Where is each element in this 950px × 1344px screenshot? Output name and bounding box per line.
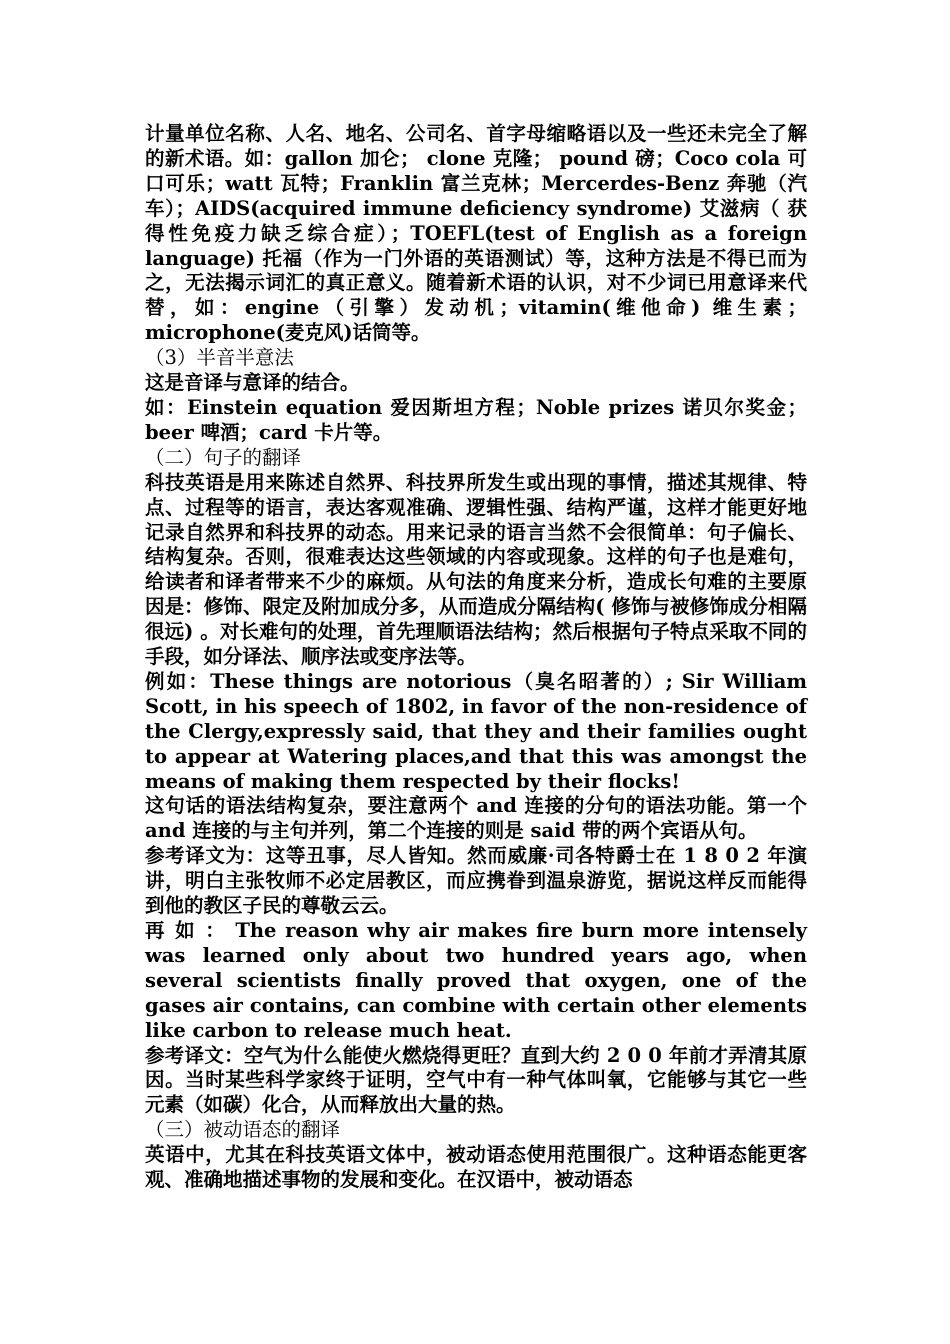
section-heading-half-sound-half-meaning: （3）半音半意法 [145,346,294,370]
document-page [145,122,807,1193]
paragraph-long-sentences: 科技英语是用来陈述自然界、科技界所发生或出现的事情，描述其规律、特点、过程等的语言，表达客观准确、逻辑性强、结构严谨，这样才能更好地记录自然界和科技界的动态。用来记录的语言当然不会很简单：句子偏长、结构复杂。否则，很难表达这些领域的内容或现象。这样的句子也是难句，给读者和译者带来不少的麻烦。从句法的角度来分析，造成长句难的主要原因是：修饰、限定及附加成分多，从而造成分隔结构( 修饰与被修饰成分相隔很远) 。对长难句的处理，首先理顺语法结构；然后根据句子特点采取不同的手段，如分译法、顺序法或变序法等。 [145,470,807,669]
section-heading-sentence-translation: （二）句子的翻译 [145,445,302,469]
paragraph-passive-voice: 英语中，尤其在科技英语文体中，被动语态使用范围很广。这种语态能更客观、准确地描述事物的发展和变化。在汉语中，被动语态 [145,1143,807,1192]
paragraph-combination: 这是音译与意译的结合。 [145,371,360,395]
paragraph-example-scott: 例如：These things are notorious（臭名昭著的）; Sir William Scott, in his speech of 1802, in favor of the non-residence of the Clergy,expressly said, that they and their families ought to appear at Watering places,and that this was amongst the means of making them respected by their flocks! [145,669,807,793]
section-heading-passive-voice: （三）被动语态的翻译 [145,1118,341,1142]
paragraph-grammar-analysis: 这句话的语法结构复杂，要注意两个 and 连接的分句的语法功能。第一个 and 连接的与主句并列，第二个连接的则是 said 带的两个宾语从句。 [145,794,807,843]
paragraph-transliteration-terms: 计量单位名称、人名、地名、公司名、首字母缩略语以及一些还未完全了解的新术语。如：gallon 加仑； clone 克隆； pound 磅；Coco cola 可口可乐；watt 瓦特；Franklin 富兰克林；Mercerdes-Benz 奔驰（汽车）；AIDS(acquired immune deficiency syndrome) 艾滋病（ 获得性免疫力缺乏综合症）；TOEFL(test of English as a foreign language) 托福（作为一门外语的英语测试）等，这种方法是不得已而为之，无法揭示词汇的真正意义。随着新术语的认识，对不少词已用意译来代替，如：engine（引擎）发动机；vitamin(维他命) 维生素；microphone(麦克风)话筒等。 [145,122,807,345]
paragraph-reference-translation-2: 参考译文：空气为什么能使火燃烧得更旺？直到大约 2 0 0 年前才弄清其原因。当时某些科学家终于证明，空气中有一种气体叫氧，它能够与其它一些元素（如碳）化合，从而释放出大量的热。 [145,1043,807,1117]
paragraph-reference-translation-1: 参考译文为：这等丑事，尽人皆知。然而威廉·司各特爵士在 1 8 0 2 年演讲，明白主张牧师不必定居教区，而应携眷到温泉游览，据说这样反而能得到他的教区子民的尊敬云云。 [145,844,807,918]
paragraph-example-oxygen: 再 如 ： The reason why air makes fire burn more intensely was learned only about two hundred years ago, when several scientists finally proved that oxygen, one of the gases air contains, can combine with certain other elements like carbon to release much heat. [145,919,807,1042]
paragraph-examples: 如：Einstein equation 爱因斯坦方程；Noble prizes 诺贝尔奖金；beer 啤酒；card 卡片等。 [145,395,807,444]
